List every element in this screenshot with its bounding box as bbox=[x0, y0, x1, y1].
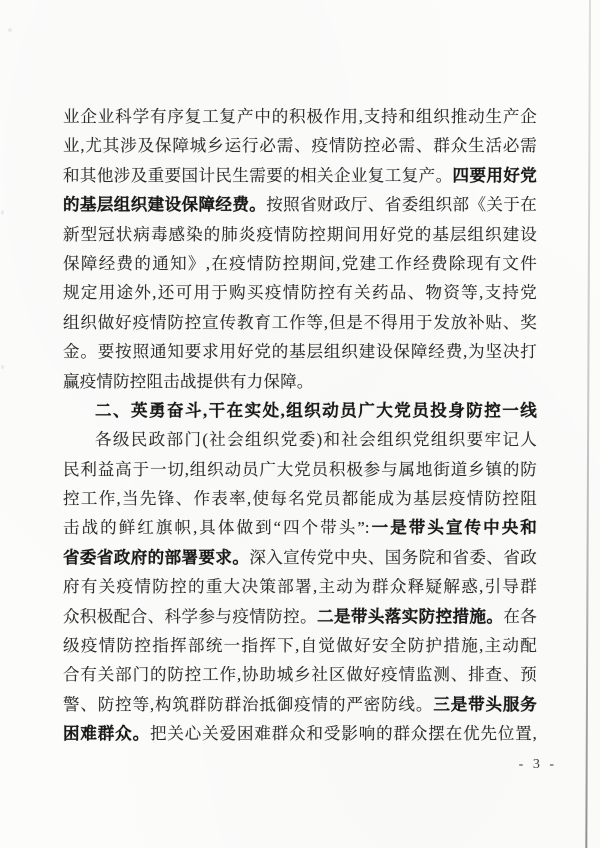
text-segment: 业企业科学有序复工复产中的积极作用,支持和组织推动生产企 bbox=[63, 107, 537, 126]
bold-text-segment: 二是带头落实防控措施。 bbox=[317, 606, 504, 626]
text-line bbox=[63, 425, 537, 454]
section-heading bbox=[63, 396, 537, 425]
text-line bbox=[63, 220, 537, 249]
text-segment: 和其他涉及重要国计民生需要的相关企业复工复产。 bbox=[63, 165, 453, 185]
text-line bbox=[63, 337, 537, 366]
scanner-edge-artifact bbox=[585, 0, 590, 848]
text-segment: 深入宣传党中央、国务院和省委、省政 bbox=[249, 547, 537, 567]
document-body bbox=[63, 102, 537, 749]
bold-text-segment: 四要用好党 bbox=[452, 165, 537, 185]
text-segment: 警、防控等,构筑群防群治抵御疫情的严密防线。 bbox=[63, 694, 434, 714]
text-line bbox=[63, 190, 537, 219]
text-segment: 赢疫情防控阻击战提供有力保障。 bbox=[63, 371, 314, 391]
text-segment: 新型冠状病毒感染的肺炎疫情防控期间用好党的基层组织建设 bbox=[63, 224, 537, 244]
text-line bbox=[63, 484, 537, 513]
text-line bbox=[63, 161, 537, 190]
text-line bbox=[63, 631, 537, 660]
text-segment: 各级民政部门(社会组织党委)和社会组织党组织要牢记人 bbox=[95, 430, 537, 450]
text-segment: 业,尤其涉及保障城乡运行必需、疫情防控必需、群众生活必需 bbox=[63, 136, 537, 156]
text-line bbox=[63, 102, 537, 131]
text-segment: 府有关疫情防控的重大决策部署,主动为群众释疑解惑,引导群 bbox=[63, 577, 537, 597]
text-segment: 规定用途外,还可用于购买疫情防控有关药品、物资等,支持党 bbox=[63, 283, 537, 303]
text-line bbox=[63, 308, 537, 337]
page-number: - 3 - bbox=[518, 757, 557, 772]
bold-text-segment: 省委省政府的部署要求。 bbox=[63, 547, 250, 567]
text-segment: 民利益高于一切,组织动员广大党员积极参与属地街道乡镇的防 bbox=[63, 459, 537, 479]
scan-speck bbox=[1, 365, 4, 369]
text-segment: 级疫情防控指挥部统一指挥下,自觉做好安全防护措施,主动配 bbox=[63, 636, 537, 656]
text-segment: 击战的鲜红旗帜,具体做到“四个带头”: bbox=[63, 518, 370, 538]
text-segment: 在各 bbox=[503, 606, 538, 626]
bold-text-segment: 困难群众。 bbox=[63, 724, 150, 744]
bold-text-segment: 的基层组织建设保障经费。 bbox=[63, 195, 267, 215]
text-line bbox=[63, 660, 537, 689]
text-segment: 把关心关爱困难群众和受影响的群众摆在优先位置, bbox=[149, 724, 537, 744]
text-segment: 金。要按照通知要求用好党的基层组织建设保障经费,为坚决打 bbox=[63, 342, 537, 362]
text-line bbox=[63, 602, 537, 631]
text-line bbox=[63, 278, 537, 307]
text-line bbox=[63, 455, 537, 484]
text-segment: 众积极配合、科学参与疫情防控。 bbox=[63, 606, 318, 626]
text-segment: 合有关部门的防控工作,协助城乡社区做好疫情监测、排查、预 bbox=[63, 665, 537, 685]
text-line bbox=[63, 513, 537, 542]
text-line bbox=[63, 543, 537, 572]
scan-speck bbox=[1, 210, 4, 215]
bold-text-segment: 一是带头宣传中央和 bbox=[369, 518, 537, 538]
bold-text-segment: 三是带头服务 bbox=[433, 694, 538, 714]
text-line bbox=[63, 131, 537, 160]
bold-text-segment: 二、英勇奋斗,干在实处,组织动员广大党员投身防控一线 bbox=[95, 400, 537, 420]
scan-speck bbox=[8, 28, 12, 32]
text-line bbox=[63, 367, 537, 396]
text-segment: 按照省财政厅、省委组织部《关于在 bbox=[266, 195, 538, 215]
text-line bbox=[63, 719, 537, 748]
text-line bbox=[63, 572, 537, 601]
text-line bbox=[63, 690, 537, 719]
text-segment: 控工作,当先锋、作表率,使每名党员都能成为基层疫情防控阻 bbox=[63, 489, 537, 509]
text-line bbox=[63, 249, 537, 278]
text-segment: 保障经费的通知》,在疫情防控期间,党建工作经费除现有文件 bbox=[63, 253, 537, 273]
text-segment: 组织做好疫情防控宣传教育工作等,但是不得用于发放补贴、奖 bbox=[63, 312, 537, 332]
